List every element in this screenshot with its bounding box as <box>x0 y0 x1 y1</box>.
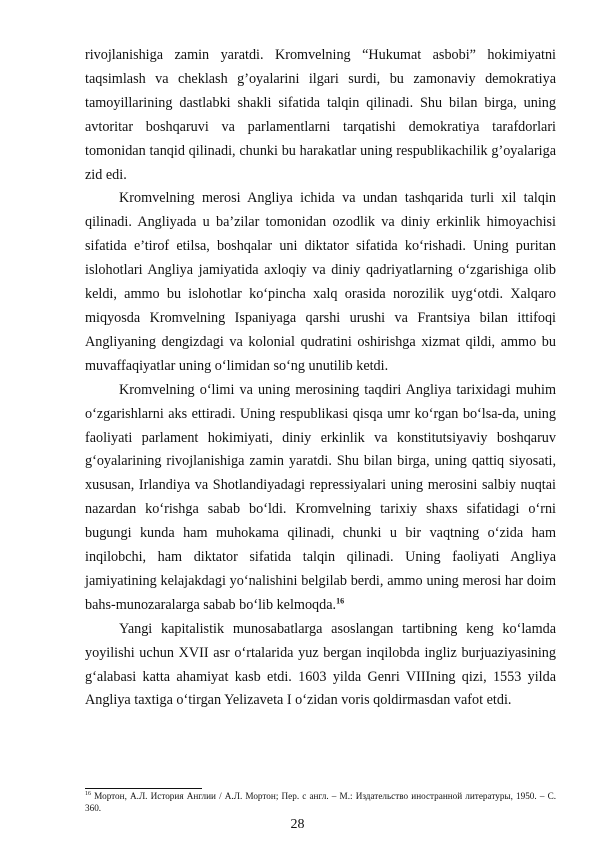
paragraph-2: Kromvelning merosi Angliya ichida va undan tashqarida turli xil talqin qilinadi. Angliyada u ba’zilar tomonidan ozodlik va diniy erkinlik himoyachisi sifatida e’tirof etilsa, boshqalar uni diktator sifatida ko‘rishadi. Uning puritan islohotlari Angliya jamiyatida axloqiy va diniy qadriyatlarning o‘zgarishiga olib keldi, ammo bu islohotlar ko‘pincha xalq orasida norozilik uyg‘otdi. Xalqaro miqyosda Kromvelning Ispaniyaga qarshi urushi va Frantsiya bilan ittifoqi Angliyaning dengizdagi va kolonial qudratini oshirishga xizmat qildi, ammo bu muvaffaqiyatlar uning o‘limidan so‘ng unutilib ketdi. <box>85 190 556 374</box>
page-number: 28 <box>290 817 305 832</box>
footnote-text: Мортон, А.Л. История Англии / А.Л. Мортон; Пер. с англ. – М.: Издательство иностранной литературы, 1950. – С. 360. <box>85 791 557 813</box>
paragraph-1: rivojlanishiga zamin yaratdi. Kromvelning “Hukumat asbobi” hokimiyatni taqsimlash va cheklash g’oyalarini ilgari surdi, bu zamonaviy demokratiya tamoyillarining dastlabki shakli sifatida talqin qilinadi. Shu bilan birga, uning avtoritar boshqaruvi va parlamentlarni tarqatishi demokratiya tarafdorlari tomonidan tanqid qilinadi, chunki bu harakatlar uning respublikachilik g’oyalariga zid edi. <box>85 47 556 183</box>
footnote-mark: 16 <box>85 790 91 797</box>
paragraph-4: Yangi kapitalistik munosabatlarga asoslangan tartibning keng ko‘lamda yoyilishi uchun XVII asr o‘rtalarida yuz bergan inqilobda ingliz burjuaziyasining g‘alabasi katta ahamiyat kasb etdi. 1603 yilda Genri VIIIning qizi, 1553 yilda Angliya taxtiga o‘tirgan Yelizaveta I o‘zidan voris qoldirmasdan vafot etdi. <box>85 620 556 709</box>
footnote <box>85 791 556 814</box>
paragraph-3-text: Kromvelning o‘limi va uning merosining taqdiri Angliya tarixidagi muhim o‘zgarishlarni aks ettiradi. Uning respublikasi qisqa umr ko‘rgan bo‘lsa-da, uning faoliyati parlament hokimiyati, diniy erkinlik va konstitutsiyaviy boshqaruv g‘oyalarining rivojlanishiga zamin yaratdi. Shu bilan birga, uning qattiq siyosati, xususan, Irlandiya va Shotlandiyadagi repressiyalari uning merosini salbiy nuqtai nazardan ko‘rishga sabab bo‘ldi. Kromvelning tarixiy shaxs sifatidagi o‘rni bugungi kunda ham muhokama qilinadi, chunki u bir vaqtning o‘zida ham inqilobchi, ham diktator sifatida talqin qilinadi. Uning faoliyati Angliya jamiyatining kelajakdagi yo‘nalishini belgilab berdi, ammo uning merosi har doim bahs-munozaralarga sabab bo‘lib kelmoqda. <box>85 381 556 613</box>
paragraph-3 <box>85 379 556 618</box>
page-body <box>85 44 556 713</box>
footnote-reference[interactable]: 16 <box>336 596 345 606</box>
footnote-divider <box>85 788 202 789</box>
